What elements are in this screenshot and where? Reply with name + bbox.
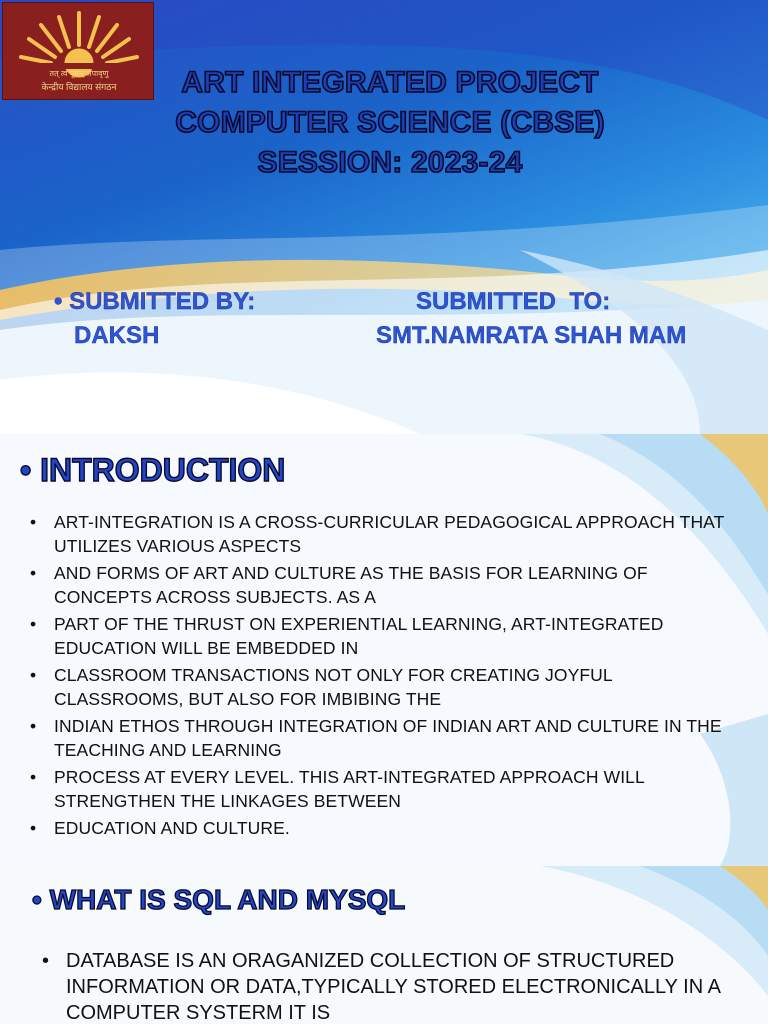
list-item (30, 816, 730, 840)
list-item (30, 510, 730, 558)
bullet-icon: • (30, 767, 37, 787)
bullet-icon: • (42, 950, 50, 972)
submitted-to-label: SUBMITTED TO: (416, 288, 611, 315)
bullet-icon: • (30, 818, 37, 838)
bullet-icon: • (30, 716, 37, 736)
bullet-icon: • (30, 665, 37, 685)
project-title-line-2: COMPUTER SCIENCE (CBSE) (175, 106, 605, 139)
submitted-by-label: • SUBMITTED BY: (54, 288, 256, 315)
list-item (42, 948, 742, 1024)
introduction-bullet-list (30, 510, 730, 843)
sql-heading: • WHAT IS SQL AND MYSQL (32, 884, 406, 915)
bullet-text: DATABASE IS AN ORAGANIZED COLLECTION OF STRUCTURED INFORMATION OR DATA,TYPICALLY STORED ELECTRONICALLY IN A COMPUTER SYSTERM IT IS (66, 950, 720, 1024)
list-item (30, 765, 730, 813)
bullet-text: CLASSROOM TRANSACTIONS NOT ONLY FOR CREATING JOYFUL CLASSROOMS, BUT ALSO FOR IMBIBING THE (54, 665, 613, 709)
bullet-text: PART OF THE THRUST ON EXPERIENTIAL LEARNING, ART-INTEGRATED EDUCATION WILL BE EMBEDDED IN (54, 614, 664, 658)
introduction-slide (0, 434, 768, 866)
sql-bullet-list (42, 948, 742, 1024)
logo-org-name: केन्द्रीय विद्यालय संगठन (41, 82, 117, 92)
submitted-to-name: SMT.NAMRATA SHAH MAM (376, 322, 687, 349)
list-item (30, 714, 730, 762)
list-item (30, 561, 730, 609)
sql-slide (0, 866, 768, 1024)
bullet-icon: • (30, 563, 37, 583)
bullet-icon: • (30, 614, 37, 634)
project-title-line-1: ART INTEGRATED PROJECT (181, 66, 599, 99)
list-item (30, 612, 730, 660)
bullet-text: EDUCATION AND CULTURE. (54, 818, 290, 838)
bullet-text: INDIAN ETHOS THROUGH INTEGRATION OF INDIAN ART AND CULTURE IN THE TEACHING AND LEARNING (54, 716, 722, 760)
title-slide (0, 0, 768, 434)
logo-motto: तत् त्वं पूषन् अपावृणु (49, 69, 109, 78)
bullet-icon: • (30, 512, 37, 532)
bullet-text: ART-INTEGRATION IS A CROSS-CURRICULAR PEDAGOGICAL APPROACH THAT UTILIZES VARIOUS ASPECTS (54, 512, 725, 556)
introduction-heading: • INTRODUCTION (20, 452, 286, 488)
bullet-text: AND FORMS OF ART AND CULTURE AS THE BASIS FOR LEARNING OF CONCEPTS ACROSS SUBJECTS. AS A (54, 563, 648, 607)
bullet-text: PROCESS AT EVERY LEVEL. THIS ART-INTEGRATED APPROACH WILL STRENGTHEN THE LINKAGES BETWEEN (54, 767, 645, 811)
session-title-line: SESSION: 2023-24 (257, 146, 523, 179)
list-item (30, 663, 730, 711)
submitted-by-name: DAKSH (74, 322, 160, 349)
